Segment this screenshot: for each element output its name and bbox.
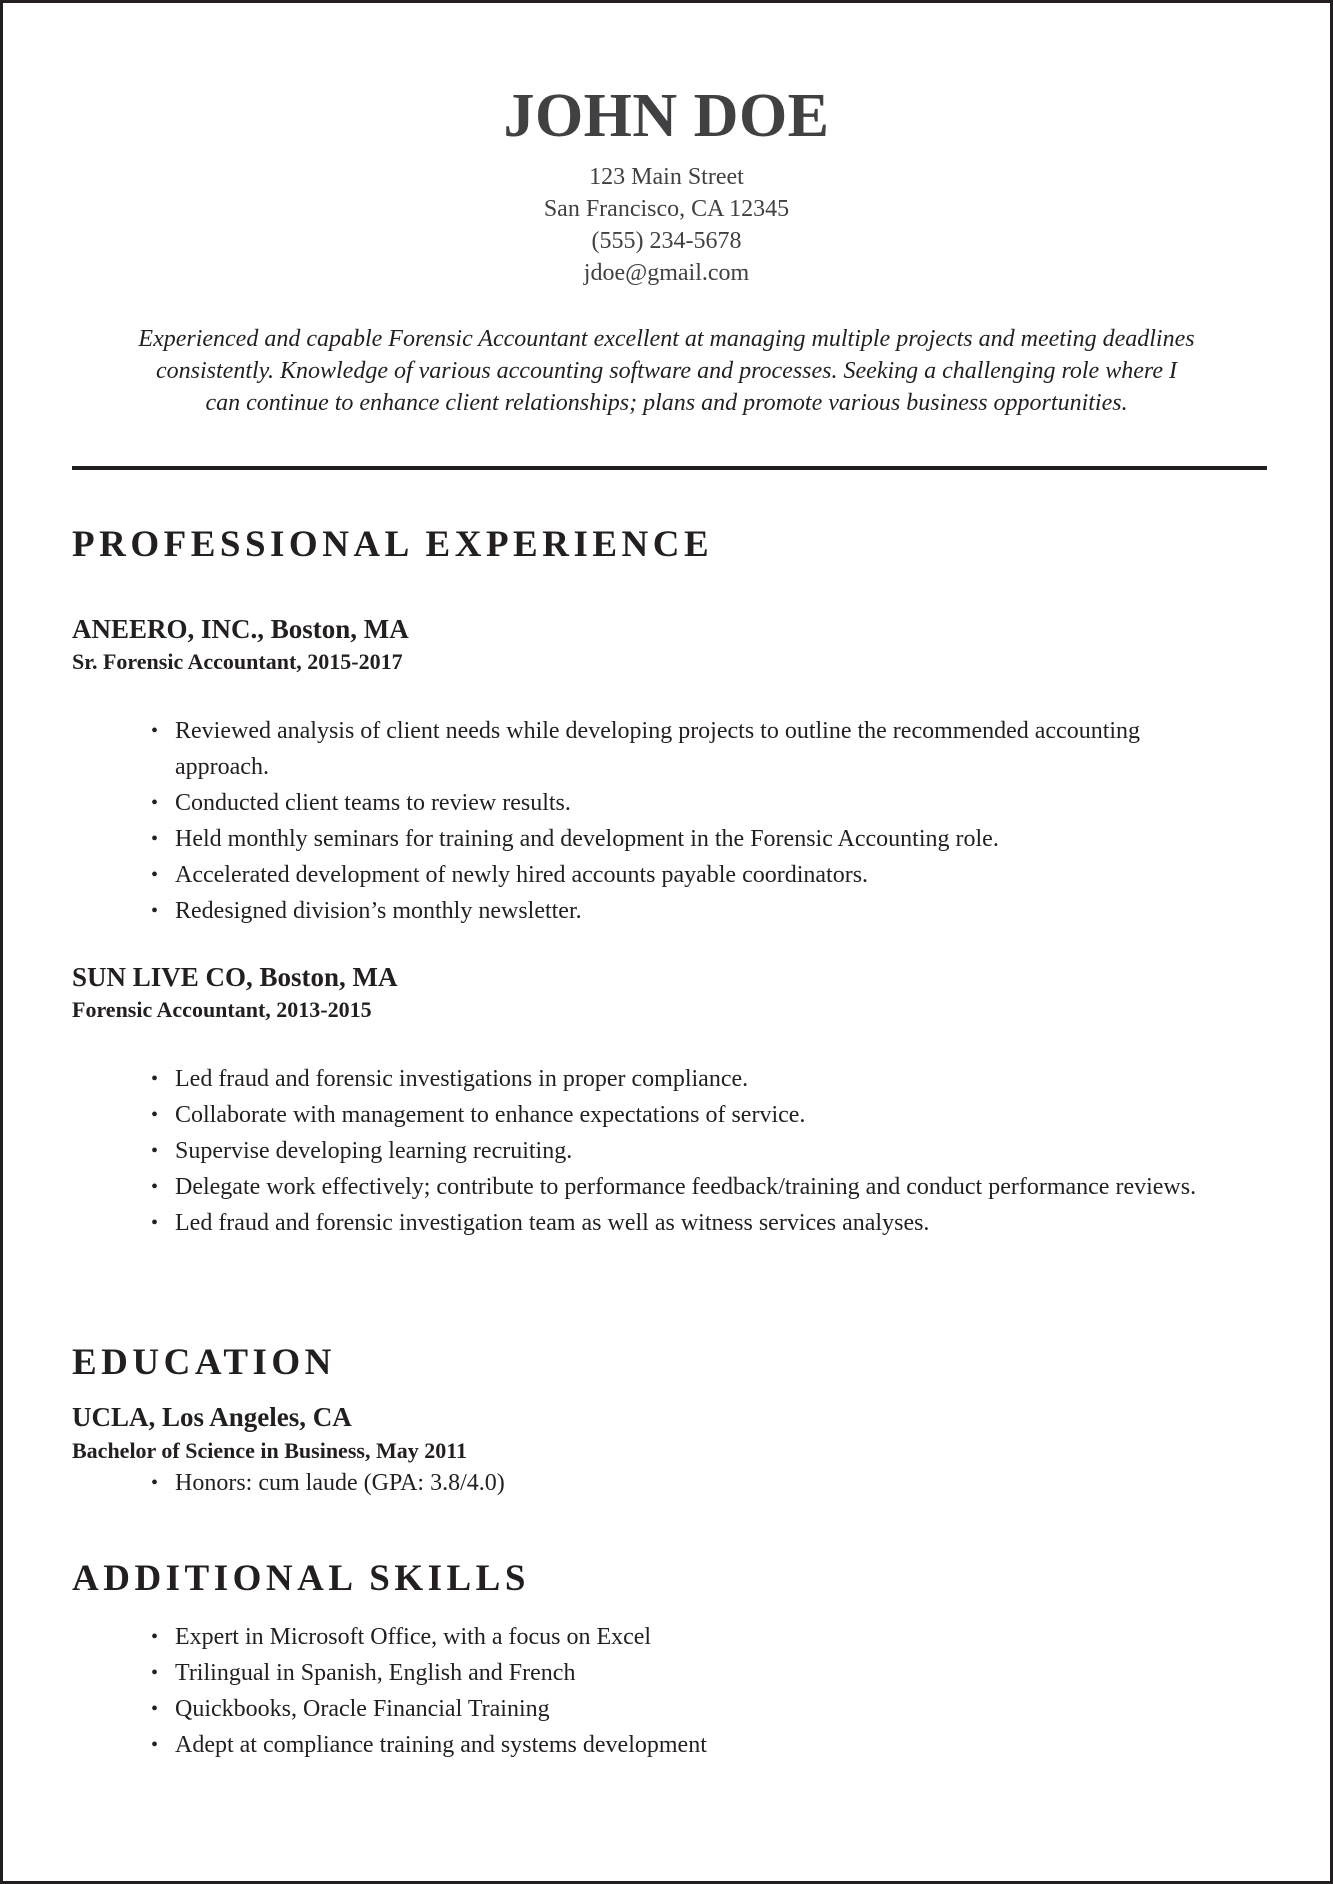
- skills-bullets: [151, 1619, 1211, 1763]
- bullet-icon: •: [151, 1176, 159, 1198]
- header-divider: [72, 466, 1267, 470]
- list-item: • Delegate work effectively; contribute to performance feedback/training and conduct performance reviews.: [151, 1169, 1211, 1205]
- job-organization: SUN LIVE CO, Boston, MA: [72, 962, 398, 992]
- list-item: • Collaborate with management to enhance expectations of service.: [151, 1097, 1211, 1133]
- summary-paragraph: [63, 323, 1270, 419]
- experience-section-title: PROFESSIONAL EXPERIENCE: [72, 524, 714, 565]
- bullet-icon: •: [151, 1662, 159, 1684]
- bullet-icon: •: [151, 900, 159, 922]
- address-line-1: 123 Main Street: [589, 164, 744, 190]
- bullet-icon: •: [151, 1472, 159, 1494]
- bullet-icon: •: [151, 720, 159, 742]
- list-item: • Expert in Microsoft Office, with a focus on Excel: [151, 1619, 1211, 1655]
- bullet-icon: •: [151, 864, 159, 886]
- list-item: • Trilingual in Spanish, English and French: [151, 1655, 1211, 1691]
- list-item: • Accelerated development of newly hired accounts payable coordinators.: [151, 857, 1211, 893]
- address-line-2: San Francisco, CA 12345: [543, 196, 790, 222]
- job-organization: ANEERO, INC., Boston, MA: [72, 614, 409, 644]
- list-item: • Quickbooks, Oracle Financial Training: [151, 1691, 1211, 1727]
- summary-line: consistently. Knowledge of various accounting software and processes. Seeking a challenging role where I: [156, 358, 1177, 384]
- bullet-icon: •: [151, 1068, 159, 1090]
- degree: Bachelor of Science in Business, May 2011: [72, 1438, 467, 1463]
- list-item: • Led fraud and forensic investigations in proper compliance.: [151, 1061, 1211, 1097]
- list-item: • Led fraud and forensic investigation team as well as witness services analyses.: [151, 1205, 1211, 1241]
- bullet-icon: •: [151, 1140, 159, 1162]
- skills-section-title: ADDITIONAL SKILLS: [72, 1558, 530, 1599]
- bullet-icon: •: [151, 828, 159, 850]
- bullet-icon: •: [151, 1734, 159, 1756]
- bullet-icon: •: [151, 1104, 159, 1126]
- list-item: • Conducted client teams to review results.: [151, 785, 1211, 821]
- list-item: • Reviewed analysis of client needs while developing projects to outline the recommended accounting approach.: [151, 713, 1211, 785]
- list-item: • Adept at compliance training and systems development: [151, 1727, 1211, 1763]
- school-name: UCLA, Los Angeles, CA: [72, 1402, 352, 1432]
- education-section-title: EDUCATION: [72, 1342, 336, 1383]
- job-role: Sr. Forensic Accountant, 2015-2017: [72, 649, 403, 674]
- email-address: jdoe@gmail.com: [583, 260, 750, 286]
- list-item: • Redesigned division’s monthly newsletter.: [151, 893, 1211, 929]
- bullet-icon: •: [151, 1698, 159, 1720]
- candidate-name: JOHN DOE: [503, 82, 830, 150]
- contact-block: [3, 161, 1330, 289]
- summary-line: can continue to enhance client relationships; plans and promote various business opportunities.: [205, 390, 1128, 416]
- phone-number: (555) 234-5678: [591, 228, 742, 254]
- summary-line: Experienced and capable Forensic Accountant excellent at managing multiple projects and meeting deadlines: [138, 326, 1195, 352]
- education-bullets: [151, 1465, 1211, 1501]
- bullet-icon: •: [151, 1212, 159, 1234]
- job-role: Forensic Accountant, 2013-2015: [72, 997, 372, 1022]
- bullet-icon: •: [151, 1626, 159, 1648]
- list-item: • Held monthly seminars for training and development in the Forensic Accounting role.: [151, 821, 1211, 857]
- job-bullets: [151, 1061, 1211, 1241]
- resume-header: [3, 75, 1330, 289]
- bullet-icon: •: [151, 792, 159, 814]
- list-item: • Supervise developing learning recruiting.: [151, 1133, 1211, 1169]
- job-bullets: [151, 713, 1211, 929]
- list-item: • Honors: cum laude (GPA: 3.8/4.0): [151, 1465, 1211, 1501]
